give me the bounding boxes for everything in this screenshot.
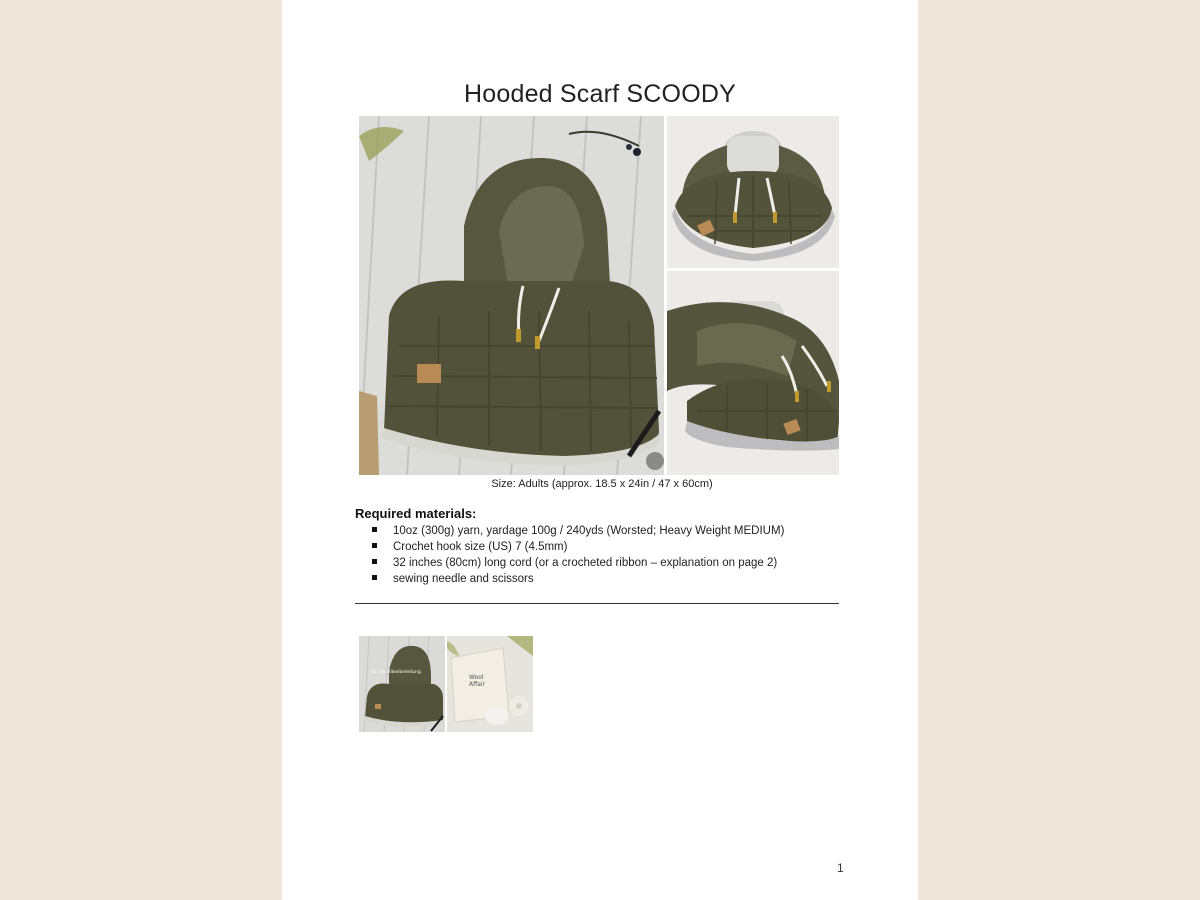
materials-heading: Required materials:: [355, 506, 477, 521]
box-label-text: Wool Affair: [469, 674, 486, 688]
thumbnail-wool-box: [447, 636, 533, 732]
list-item: 32 inches (80cm) long cord (or a crocheted ribbon – explanation on page 2): [372, 555, 784, 571]
bottom-right-photo: [667, 271, 839, 475]
list-item: 10oz (300g) yarn, yardage 100g / 240yds (Worsted; Heavy Weight MEDIUM): [372, 523, 784, 539]
bullet-icon: [372, 575, 377, 580]
size-caption: Size: Adults (approx. 18.5 x 24in / 47 x 60cm): [491, 478, 713, 490]
top-right-photo: [667, 116, 839, 268]
bullet-icon: [372, 543, 377, 548]
page-number: 1: [837, 861, 844, 875]
materials-list: [372, 523, 784, 587]
separator-line: [355, 603, 839, 604]
bullet-icon: [372, 527, 377, 532]
list-item: sewing needle and scissors: [372, 571, 784, 587]
main-photo: [359, 116, 664, 475]
thumbnail-overlay-text: für die Häkelanleitung: [371, 670, 421, 675]
document-title: Hooded Scarf SCOODY: [464, 80, 736, 108]
thumbnail-scoody: [359, 636, 445, 732]
bullet-icon: [372, 559, 377, 564]
list-item: Crochet hook size (US) 7 (4.5mm): [372, 539, 784, 555]
document-page: [282, 0, 918, 900]
